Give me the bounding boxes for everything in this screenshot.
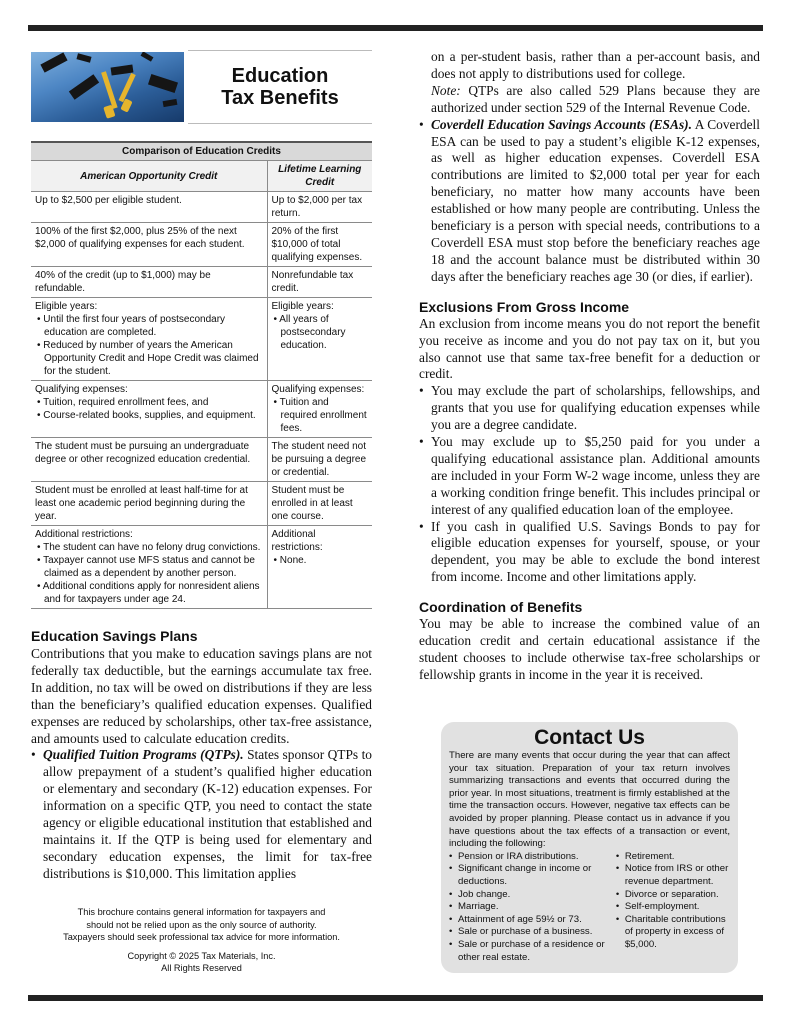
- exclusion-item: • If you cash in qualified U.S. Savings Bonds to pay for eligible education expenses for yourself, spouse, or your dependent, you may be able to exclude the bond interest from income. Income and other limitations apply.: [419, 519, 760, 587]
- exclusion-item: • You may exclude up to $5,250 paid for you under a qualifying educational assistance plan. Additional amounts are included in your Form W-2 wage income, unless they are a working condition fringe benefit. This includes principal or interest of any qualified education loan of the employee.: [419, 434, 760, 519]
- bottom-rule: [28, 995, 763, 1001]
- contact-event-item: • Self-employment.: [616, 901, 730, 914]
- table-row: [31, 482, 372, 526]
- esa-bullet: [419, 117, 760, 286]
- exclusions-list: [419, 383, 760, 586]
- section-heading-education-savings: Education Savings Plans: [31, 628, 198, 644]
- table-row: [31, 223, 372, 267]
- cell-bullet: • Reduced by number of years the American Opportunity Credit and Hope Credit was claimed for the student.: [37, 340, 259, 377]
- esa-title: Coverdell Education Savings Accounts (ESAs).: [431, 116, 692, 132]
- column-header-lifetime-learning: Lifetime Learning Credit: [267, 161, 372, 192]
- american-opportunity-cell: [31, 526, 267, 609]
- contact-us-box: [441, 722, 738, 973]
- cell-bullet: • None.: [273, 555, 307, 566]
- table-row: [31, 438, 372, 482]
- graduation-caps-image: [31, 52, 184, 122]
- american-opportunity-cell: [31, 298, 267, 381]
- disclaimer-line-2: should not be relied upon as the only source of authority.: [86, 919, 317, 930]
- lifetime-learning-cell: [267, 526, 372, 609]
- cell-text: Eligible years:: [271, 301, 334, 312]
- title-line-2: Tax Benefits: [221, 87, 339, 109]
- qtp-text: States sponsor QTPs to allow prepayment of a student’s qualified higher education or elementary and secondary (K-12) education expenses. For information on a specific QTP, you need to contact the state agency or eligible educational institution that established and maintains it. If the QTP is being used for elementary and secondary education expenses, the limit for tax-free distributions is $10,000. This limitation applies: [43, 747, 372, 881]
- cell-bullet: • Tuition and required enrollment fees.: [273, 397, 367, 434]
- lifetime-learning-cell: [267, 192, 372, 223]
- table-row: [31, 192, 372, 223]
- right-column: [419, 49, 760, 684]
- title-line-1: Education: [231, 65, 329, 87]
- esa-text: A Coverdell ESA can be used to pay a student’s eligible K-12 expenses, as well as higher education expenses. Coverdell ESA contributions are limited to $2,000 total per year for each beneficiary, no matter how many accounts have been established or how many people are contributing. Unless the beneficiary is a person with special needs, contributions to a Coverdell ESA must stop before the beneficiary reaches age 18 and the account balance must be distributed within 30 days after the beneficiary reaches age 30 (or dies, if earlier).: [431, 116, 761, 284]
- cell-text: Nonrefundable tax credit.: [271, 270, 354, 294]
- cell-bullet: • All years of postsecondary education.: [273, 314, 346, 351]
- lifetime-learning-cell: [267, 482, 372, 526]
- table-row: [31, 526, 372, 609]
- cell-text: The student must be pursuing an undergraduate degree or other recognized education credential.: [35, 441, 251, 465]
- rights-reserved: All Rights Reserved: [161, 963, 242, 973]
- american-opportunity-cell: [31, 192, 267, 223]
- cell-bullet: • Course-related books, supplies, and equipment.: [37, 410, 256, 421]
- qtp-note: [419, 83, 760, 117]
- qtp-bullet: [31, 747, 372, 882]
- education-savings-section: [31, 627, 372, 883]
- american-opportunity-cell: [31, 381, 267, 438]
- esp-intro: Contributions that you make to education savings plans are not federally tax deductible, but the earnings accumulate tax free. In addition, no tax will be owed on distributions if they are less than the beneficiary’s qualified education expenses. Qualified expenses are reduced by scholarships, other tax-free assistance, and amounts used to calculate education credits.: [31, 646, 372, 746]
- cell-text: Additional restrictions:: [271, 529, 323, 553]
- cell-bullet: • Taxpayer cannot use MFS status and cannot be claimed as a dependent by another person.: [37, 555, 255, 579]
- contact-event-item: • Charitable contributions of property in excess of $5,000.: [616, 914, 730, 952]
- top-rule: [28, 25, 763, 31]
- contact-event-item: • Divorce or separation.: [616, 889, 730, 902]
- american-opportunity-cell: [31, 438, 267, 482]
- cell-text: The student need not be pursuing a degree or credential.: [271, 441, 367, 478]
- american-opportunity-cell: [31, 482, 267, 526]
- contact-event-item: • Retirement.: [616, 851, 730, 864]
- cell-text: Student must be enrolled at least half-time for at least one academic period beginning during the year.: [35, 485, 248, 522]
- table-caption: Comparison of Education Credits: [31, 142, 372, 161]
- cell-text: Qualifying expenses:: [35, 384, 128, 395]
- cell-text: 100% of the first $2,000, plus 25% of the next $2,000 of qualifying expenses for each student.: [35, 226, 245, 250]
- cell-bullet: • The student can have no felony drug convictions.: [37, 542, 261, 553]
- contact-event-item: • Significant change in income or deductions.: [449, 863, 612, 888]
- cell-text: Up to $2,000 per tax return.: [271, 195, 363, 219]
- copyright: Copyright © 2025 Tax Materials, Inc.: [127, 950, 276, 961]
- cell-text: 20% of the first $10,000 of total qualifying expenses.: [271, 226, 363, 263]
- cell-text: Student must be enrolled in at least one course.: [271, 485, 353, 522]
- exclusion-item: • You may exclude the part of scholarships, fellowships, and grants that you use for qualifying education expenses while you are a degree candidate.: [419, 383, 760, 434]
- section-heading-coordination: Coordination of Benefits: [419, 599, 583, 616]
- contact-event-item: • Sale or purchase of a business.: [449, 926, 612, 939]
- contact-event-item: • Notice from IRS or other revenue department.: [616, 863, 730, 888]
- contact-events-list-left: [449, 851, 612, 964]
- lifetime-learning-cell: [267, 438, 372, 482]
- qtp-title: Qualified Tuition Programs (QTPs).: [43, 747, 244, 763]
- cell-bullet: • Additional conditions apply for nonresident aliens and for taxpayers under age 24.: [37, 581, 260, 605]
- contact-text: There are many events that occur during the year that can affect your tax situation. Preparation of your tax return involves summarizing transactions and events that occurred during the prior year. In most situations, treatment is firmly established at the time the transaction occurs. However, negative tax effects can be avoided by proper planning. Please contact us in advance if you have questions about the tax effects of a transaction or event, including the following:: [449, 750, 730, 850]
- qtp-continued: on a per-student basis, rather than a per-account basis, and does not apply to distributions used for college.: [431, 49, 760, 81]
- section-heading-exclusions: Exclusions From Gross Income: [419, 298, 630, 315]
- education-credits-table: [31, 141, 372, 609]
- contact-event-item: • Job change.: [449, 889, 612, 902]
- note-text: QTPs are also called 529 Plans because they are authorized under section 529 of the Internal Revenue Code.: [431, 82, 760, 115]
- contact-event-item: • Sale or purchase of a residence or other real estate.: [449, 939, 612, 964]
- cell-bullet: • Tuition, required enrollment fees, and: [37, 397, 209, 408]
- column-header-american-opportunity: American Opportunity Credit: [31, 161, 267, 192]
- cell-text: 40% of the credit (up to $1,000) may be refundable.: [35, 270, 211, 294]
- coordination-text: You may be able to increase the combined value of an education credit and certain educational assistance if the student chooses to include otherwise tax-free scholarships or fellowship grants in income in the year it is received.: [419, 616, 760, 682]
- lifetime-learning-cell: [267, 223, 372, 267]
- note-label: Note:: [431, 82, 461, 98]
- exclusions-intro: An exclusion from income means you do not report the benefit you receive as income and you do not pay tax on it, but you also cannot use that same tax-free benefit for a deduction or credit.: [419, 315, 760, 382]
- brochure-title: [188, 50, 372, 124]
- contact-event-item: • Pension or IRA distributions.: [449, 851, 612, 864]
- cell-bullet: • Until the first four years of postsecondary education are completed.: [37, 314, 226, 338]
- lifetime-learning-cell: [267, 267, 372, 298]
- disclaimer: [31, 906, 372, 975]
- cell-text: Additional restrictions:: [35, 529, 133, 540]
- contact-event-item: • Attainment of age 59½ or 73.: [449, 914, 612, 927]
- disclaimer-line-3: Taxpayers should seek professional tax advice for more information.: [63, 932, 340, 942]
- disclaimer-line-1: This brochure contains general information for taxpayers and: [77, 907, 326, 917]
- american-opportunity-cell: [31, 223, 267, 267]
- contact-heading: Contact Us: [534, 726, 645, 749]
- contact-event-item: • Marriage.: [449, 901, 612, 914]
- table-row: [31, 381, 372, 438]
- lifetime-learning-cell: [267, 298, 372, 381]
- table-row: [31, 298, 372, 381]
- cell-text: Qualifying expenses:: [271, 384, 365, 395]
- table-row: [31, 267, 372, 298]
- cell-text: Eligible years:: [35, 301, 98, 312]
- cell-text: Up to $2,500 per eligible student.: [35, 195, 182, 206]
- american-opportunity-cell: [31, 267, 267, 298]
- contact-events-list-right: [616, 851, 730, 964]
- lifetime-learning-cell: [267, 381, 372, 438]
